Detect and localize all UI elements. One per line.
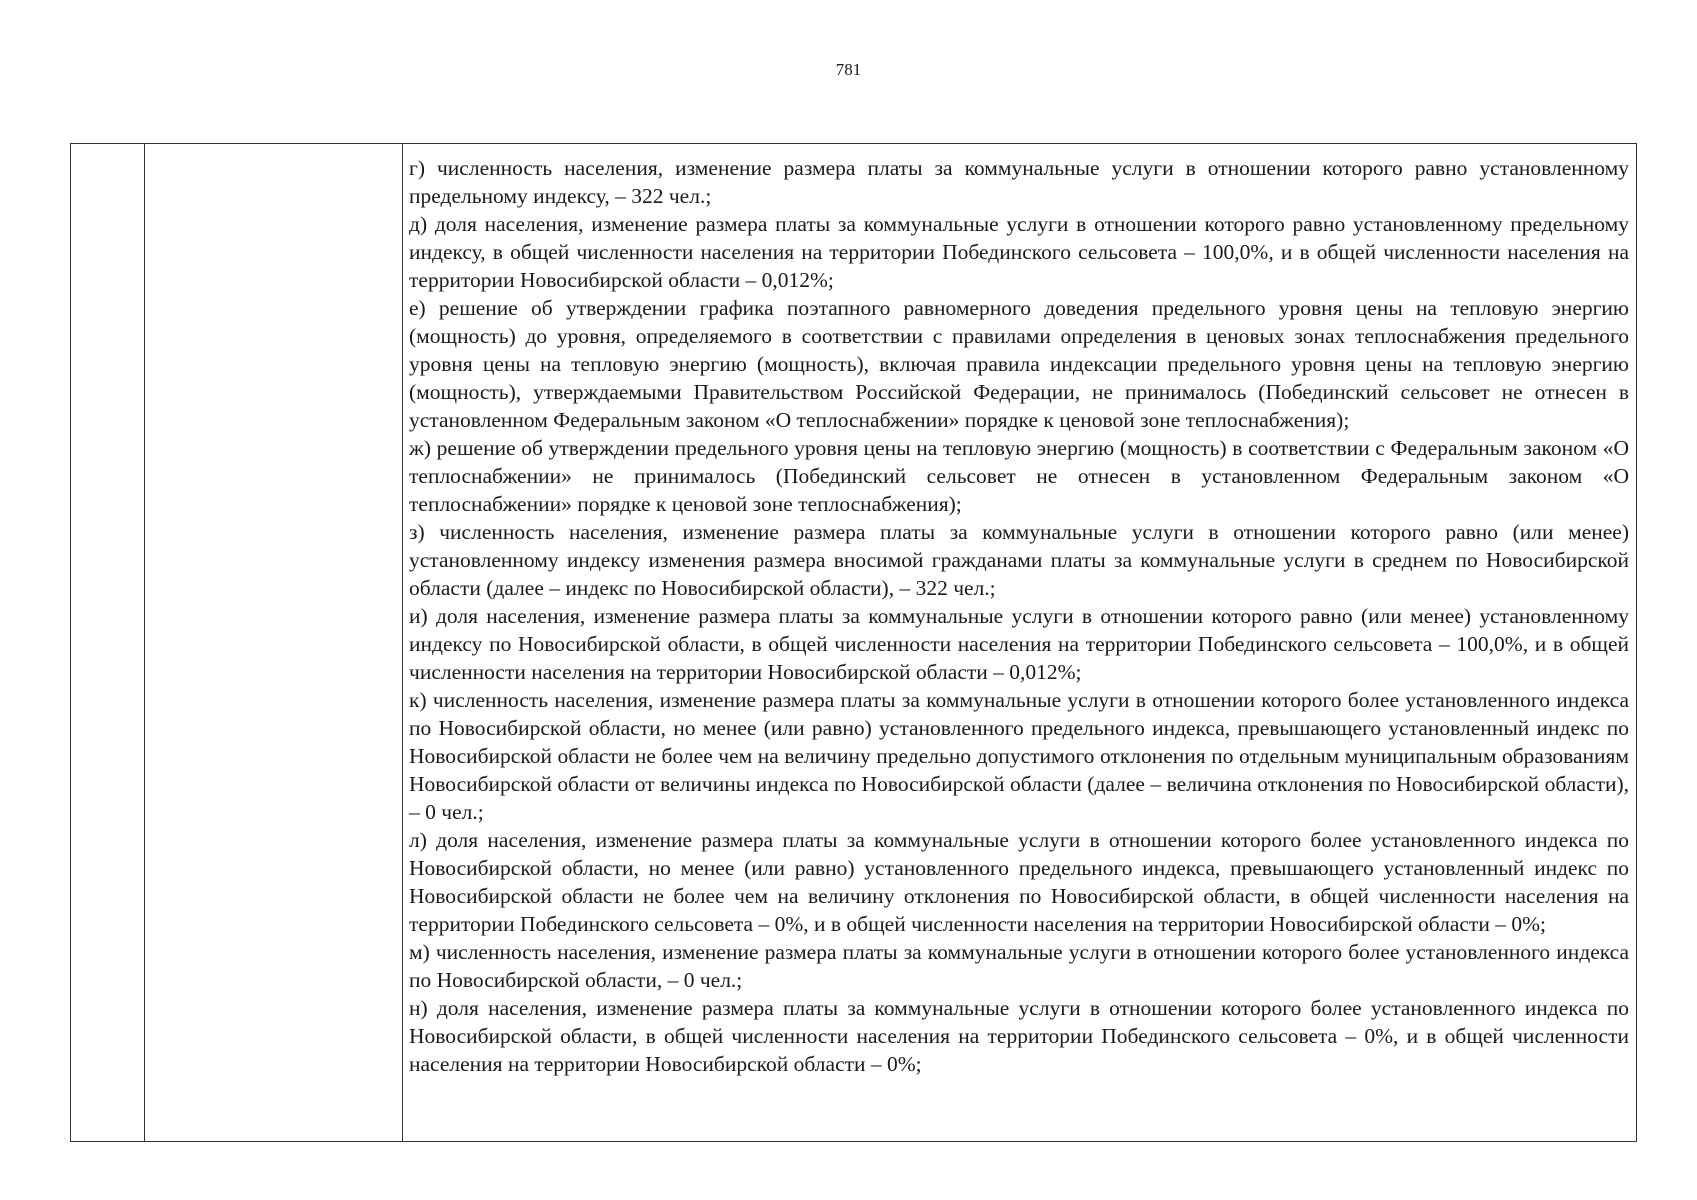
table-cell-content [403, 144, 1636, 1141]
document-table [70, 143, 1637, 1142]
list-item-i: и) доля населения, изменение размера платы за коммунальные услуги в отношении которого равно (или менее) установленному индексу по Новосибирской области, в общей численности населения на территории Побединского сельсовета – 100,0%, и в общей численности населения на территории Новосибирской области – 0,012%; [409, 604, 1629, 684]
list-item-k: к) численность населения, изменение размера платы за коммунальные услуги в отношении которого более установленного индекса по Новосибирской области, но менее (или равно) установленного предельного индекса, превышающего установленный индекс по Новосибирской области не более чем на величину предельно допустимого отклонения по отдельным муниципальным образованиям Новосибирской области от величины индекса по Новосибирской области (далее – величина отклонения по Новосибирской области), – 0 чел.; [409, 688, 1629, 824]
list-item-g: г) численность населения, изменение размера платы за коммунальные услуги в отношении которого равно установленному предельному индексу, – 322 чел.; [409, 156, 1629, 208]
table-cell-number [71, 144, 145, 1141]
list-item-n: н) доля населения, изменение размера платы за коммунальные услуги в отношении которого более установленного индекса по Новосибирской области, в общей численности населения на территории Побединского сельсовета – 0%, и в общей численности населения на территории Новосибирской области – 0%; [409, 996, 1629, 1076]
list-item-z: з) численность населения, изменение размера платы за коммунальные услуги в отношении которого равно (или менее) установленному индексу изменения размера вносимой гражданами платы за коммунальные услуги в среднем по Новосибирской области (далее – индекс по Новосибирской области), – 322 чел.; [409, 520, 1629, 600]
list-item-zh: ж) решение об утверждении предельного уровня цены на тепловую энергию (мощность) в соответствии с Федеральным законом «О теплоснабжении» не принималось (Побединский сельсовет не отнесен в установленном Федеральным законом «О теплоснабжении» порядке к ценовой зоне теплоснабжения); [409, 436, 1629, 516]
list-item-e: е) решение об утверждении графика поэтапного равномерного доведения предельного уровня цены на тепловую энергию (мощность) до уровня, определяемого в соответствии с правилами определения в ценовых зонах теплоснабжения предельного уровня цены на тепловую энергию (мощность), включая правила индексации предельного уровня цены на тепловую энергию (мощность), утверждаемыми Правительством Российской Федерации, не принималось (Побединский сельсовет не отнесен в установленном Федеральным законом «О теплоснабжении» порядке к ценовой зоне теплоснабжения); [409, 296, 1629, 432]
list-item-d: д) доля населения, изменение размера платы за коммунальные услуги в отношении которого равно установленному предельному индексу, в общей численности населения на территории Побединского сельсовета – 100,0%, и в общей численности населения на территории Новосибирской области – 0,012%; [409, 212, 1629, 292]
page-number: 781 [835, 60, 862, 79]
list-item-l: л) доля населения, изменение размера платы за коммунальные услуги в отношении которого более установленного индекса по Новосибирской области, но менее (или равно) установленного предельного индекса, превышающего установленный индекс по Новосибирской области не более чем на величину отклонения по Новосибирской области, в общей численности населения на территории Побединского сельсовета – 0%, и в общей численности населения на территории Новосибирской области – 0%; [409, 828, 1629, 936]
list-item-m: м) численность населения, изменение размера платы за коммунальные услуги в отношении которого более установленного индекса по Новосибирской области, – 0 чел.; [409, 940, 1629, 992]
table-cell-name [145, 144, 403, 1141]
